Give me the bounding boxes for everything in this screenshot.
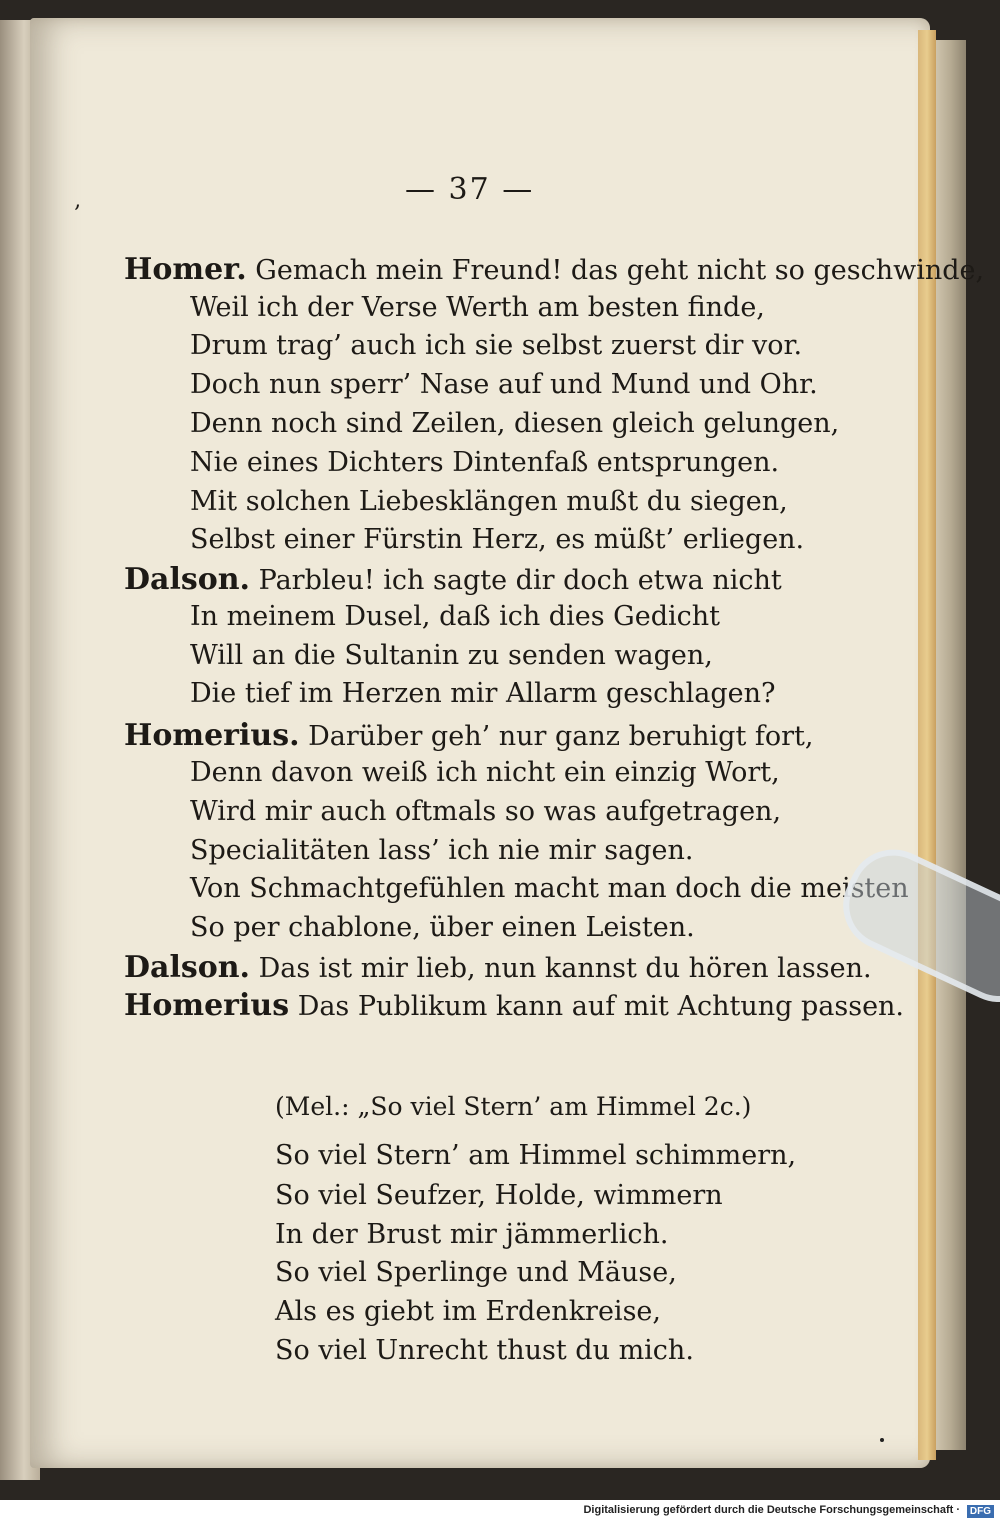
verse-text: Will an die Sultanin zu senden wagen, (190, 640, 713, 671)
verse-text: Weil ich der Verse Werth am besten finde, (190, 292, 765, 323)
dialogue-line (190, 873, 909, 904)
dialogue-line (124, 562, 782, 597)
verse-text: Gemach mein Freund! das geht nicht so geschwinde, (255, 255, 985, 286)
dialogue-line (190, 912, 695, 943)
song-line: In der Brust mir jämmerlich. (275, 1219, 669, 1250)
verse-text: Von Schmachtgefühlen macht man doch die meisten (190, 873, 909, 904)
speaker-name: Dalson. (124, 562, 251, 597)
dialogue-line (190, 524, 804, 555)
verse-text: In meinem Dusel, daß ich dies Gedicht (190, 601, 720, 632)
verse-text: Wird mir auch oftmals so was aufgetragen, (190, 796, 782, 827)
dialogue-line (124, 252, 984, 287)
dialogue-line (190, 330, 802, 361)
song-line: So viel Stern’ am Himmel schimmern, (275, 1140, 797, 1171)
verse-text: So per chablone, über einen Leisten. (190, 912, 695, 943)
song-line: So viel Seufzer, Holde, wimmern (275, 1180, 723, 1211)
footer-bar (0, 1500, 1000, 1523)
dialogue-line (190, 757, 780, 788)
verse-text: Drum trag’ auch ich sie selbst zuerst dir vor. (190, 330, 803, 361)
verse-text: Denn noch sind Zeilen, diesen gleich gelungen, (190, 408, 840, 439)
dialogue-line (190, 447, 779, 478)
verse-text: Nie eines Dichters Dintenfaß entsprungen. (190, 447, 780, 478)
dialogue-line (190, 408, 839, 439)
dialogue-line (190, 835, 693, 866)
dfg-logo: DFG (967, 1505, 994, 1518)
verse-text: Die tief im Herzen mir Allarm geschlagen? (190, 678, 776, 709)
page-number: — 37 — (405, 172, 535, 207)
song-line: So viel Unrecht thust du mich. (275, 1335, 694, 1366)
speaker-name: Homerius (124, 988, 290, 1023)
verse-text: Mit solchen Liebesklängen mußt du siegen, (190, 486, 788, 517)
dialogue-line (190, 601, 720, 632)
melody-note: (Mel.: „So viel Stern’ am Himmel 2c.) (275, 1092, 752, 1121)
speaker-name: Homer. (124, 252, 247, 287)
ink-dot (880, 1438, 884, 1442)
verse-text: Darüber geh’ nur ganz beruhigt fort, (308, 721, 814, 752)
verse-text: Denn davon weiß ich nicht ein einzig Wort, (190, 757, 780, 788)
speaker-name: Homerius. (124, 718, 300, 753)
dialogue-line (190, 640, 713, 671)
dialogue-line (124, 718, 813, 753)
verse-text: Specialitäten lass’ ich nie mir sagen. (190, 835, 694, 866)
funding-notice: Digitalisierung gefördert durch die Deutsche Forschungsgemeinschaft · (583, 1504, 960, 1516)
dialogue-line (190, 292, 765, 323)
page-edge-gold (918, 30, 936, 1460)
dialogue-line (124, 950, 872, 985)
dialogue-line (190, 369, 818, 400)
margin-mark: ‚ (74, 188, 81, 213)
verse-text: Das ist mir lieb, nun kannst du hören lassen. (258, 953, 872, 984)
verse-text: Doch nun sperr’ Nase auf und Mund und Ohr. (190, 369, 818, 400)
dialogue-line (190, 678, 775, 709)
song-line: So viel Sperlinge und Mäuse, (275, 1257, 677, 1288)
speaker-name: Dalson. (124, 950, 251, 985)
dialogue-line (190, 796, 781, 827)
dialogue-line (124, 988, 904, 1023)
dialogue-line (190, 486, 788, 517)
verse-text: Selbst einer Fürstin Herz, es müßt’ erliegen. (190, 524, 805, 555)
verse-text: Das Publikum kann auf mit Achtung passen. (297, 991, 905, 1022)
verse-text: Parbleu! ich sagte dir doch etwa nicht (258, 565, 782, 596)
song-line: Als es giebt im Erdenkreise, (275, 1296, 661, 1327)
